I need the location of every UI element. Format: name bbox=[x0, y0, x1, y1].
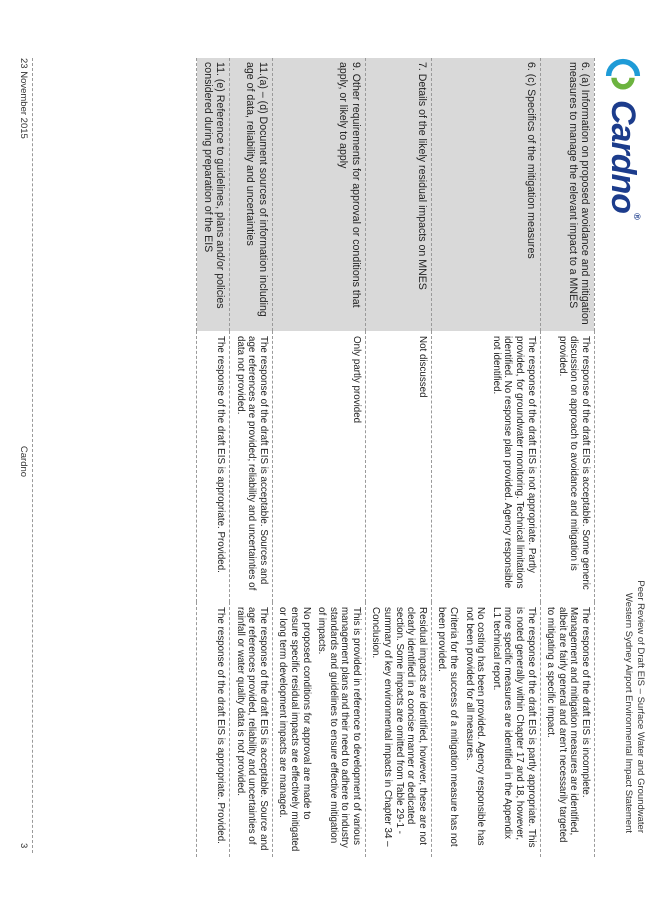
assessment-cell bbox=[197, 331, 230, 602]
header-line-1: Peer Review of Draft EIS – Surface Water and Groundwater bbox=[635, 580, 646, 833]
assessment-text: The response of the draft EIS is acceptable. Sources and age references are provided; reliability and uncertainties of data not provided. bbox=[234, 336, 269, 591]
criteria-cell: 7. Details of the likely residual impacts on MNES bbox=[365, 58, 431, 331]
comment-text: The response of the draft EIS is appropriate. Provided. bbox=[214, 607, 226, 844]
table-row bbox=[540, 58, 594, 857]
comment-text: Criteria for the success of a mitigation measure has not been provided. bbox=[436, 607, 460, 847]
assessment-text: The response of the draft EIS is acceptable. Some generic discussion on approach to avoidance and mitigation is provided. bbox=[556, 336, 591, 590]
review-table bbox=[196, 58, 595, 857]
footer-date: 23 November 2015 bbox=[18, 58, 29, 139]
comment-cell bbox=[229, 602, 272, 857]
assessment-cell bbox=[229, 331, 272, 602]
assessment-cell bbox=[365, 331, 431, 602]
table-row bbox=[431, 58, 540, 857]
assessment-cell bbox=[272, 331, 365, 602]
comment-text: Residual impacts are identified, however, these are not clearly identified in a concise manner or dedicated section. Some impacts are omitted from Table 29-1 - summary of key environmental impacts in Chapter 34 – Conclusion. bbox=[370, 607, 428, 847]
comment-cell bbox=[540, 602, 594, 857]
assessment-text: The response of the draft EIS is not appropriate. Partly provided, for groundwater monitoring. Technical limitations identified. No response plan provided. Agency responsible not identified. bbox=[490, 336, 537, 589]
criteria-cell: 11.(a) – (d) Document sources of information including age of data, reliability and uncertainties bbox=[229, 58, 272, 331]
comment-text: No costing has been provided. Agency responsible has not been provided for all measures. bbox=[463, 607, 487, 846]
table-row bbox=[365, 58, 431, 857]
cardno-logo bbox=[603, 58, 643, 219]
logo-wordmark: Cardno® bbox=[604, 100, 643, 219]
assessment-text: Not discussed bbox=[416, 336, 428, 398]
comment-cell bbox=[197, 602, 230, 857]
page-number: 3 bbox=[18, 843, 29, 849]
table-row bbox=[272, 58, 365, 857]
comment-text: No proposed conditions for approval are made to ensure specific residual impacts are effectively mitigated or long term development impacts are managed. bbox=[277, 607, 312, 852]
criteria-cell: 9. Other requirements for approval or conditions that apply, or likely to apply bbox=[272, 58, 365, 331]
footer-company: Cardno bbox=[18, 445, 29, 478]
document-header bbox=[622, 580, 646, 833]
header-line-2: Western Sydney Airport Environmental Impact Statement bbox=[623, 592, 634, 833]
comment-text: The response of the draft EIS is incomplete. Management and mitigation measures are identified, albeit are fairly general and aren't necessarily targeted to mitigating a specific impact. bbox=[545, 607, 591, 843]
cardno-logo-icon bbox=[605, 58, 641, 94]
footer-divider bbox=[32, 58, 33, 853]
criteria-cell: 11. (e) Reference to guidelines, plans and/or policies considered during preparation of the EIS bbox=[197, 58, 230, 331]
table-row bbox=[229, 58, 272, 857]
comment-cell bbox=[365, 602, 431, 857]
assessment-text: The response of the draft EIS is appropriate. Provided. bbox=[214, 336, 226, 573]
comment-cell bbox=[431, 602, 540, 857]
table-row bbox=[197, 58, 230, 857]
comment-text: The response of the draft EIS is acceptable. Source and age references provided, reliability and uncertainties of rainfall or water quality data is not provided. bbox=[234, 607, 269, 851]
assessment-text: Only partly provided bbox=[350, 336, 362, 424]
assessment-cell bbox=[540, 331, 594, 602]
criteria-cell: 6. (a) Information on proposed avoidance and mitigation measures to manage the relevant impact to a MNES bbox=[540, 58, 594, 331]
assessment-cell bbox=[431, 331, 540, 602]
comment-text: This is provided in reference to development of various management plans and their need to adhere to industry standards and guidelines to ensure effective mitigation of impacts. bbox=[316, 607, 362, 848]
comment-text: The response of the draft EIS is partly appropriate. This is noted generally within Chapter 17 and 18, however, more specific measures are identified in the Appendix L1 technical report. bbox=[490, 607, 537, 848]
criteria-cell: 6. (c) Specifics of the mitigation measures bbox=[431, 58, 540, 331]
comment-cell bbox=[272, 602, 365, 857]
